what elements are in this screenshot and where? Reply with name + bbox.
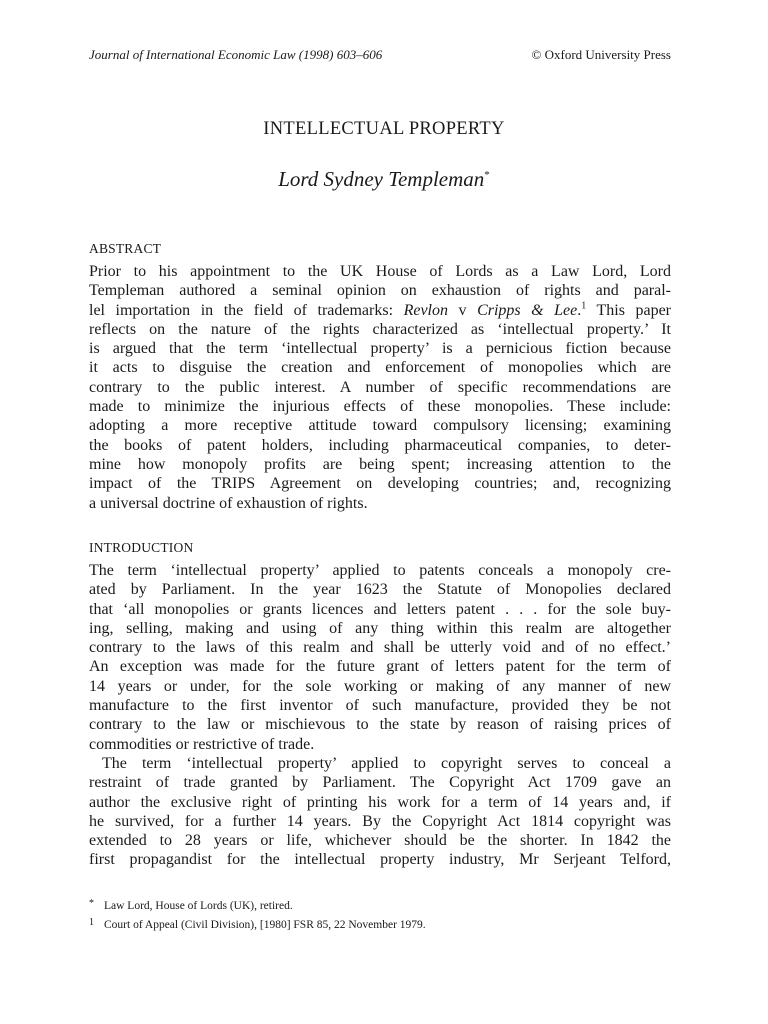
abstract-line: reflects on the nature of the rights characterized as ‘intellectual property.’ It (89, 320, 671, 338)
case-period: . (577, 301, 582, 319)
footnote-text: Court of Appeal (Civil Division), [1980] FSR 85, 22 November 1979. (104, 919, 426, 931)
introduction-body (89, 561, 671, 870)
introduction-line: that ‘all monopolies or grants licences and letters patent . . . for the sole buy- (89, 600, 671, 618)
footnotes (89, 897, 671, 935)
abstract-heading: ABSTRACT (89, 241, 162, 256)
running-head (89, 47, 671, 67)
footnote-mark: * (89, 898, 94, 909)
abstract-body (89, 262, 671, 513)
introduction-line: extended to 28 years or life, whichever should be the shorter. In 1842 the (89, 832, 671, 850)
abstract-line: the books of patent holders, including pharmaceutical companies, to deter- (89, 436, 671, 454)
footnote-mark: 1 (89, 917, 94, 928)
introduction-line: manufacture to the first inventor of such manufacture, provided they be not (89, 697, 671, 715)
case-name-revlon: Revlon (403, 301, 448, 319)
introduction-line: An exception was made for the future grant of letters patent for the term of (89, 658, 671, 676)
introduction-line: 14 years or under, for the sole working or making of any manner of new (89, 677, 671, 695)
abstract-line: impact of the TRIPS Agreement on developing countries; and, recognizing (89, 475, 671, 493)
case-versus: v (447, 301, 478, 319)
introduction-line: The term ‘intellectual property’ applied to patents conceals a monopoly cre- (89, 562, 671, 579)
introduction-heading: INTRODUCTION (89, 540, 194, 555)
footnote-author (89, 897, 671, 916)
abstract-line: mine how monopoly profits are being spent; increasing attention to the (89, 455, 671, 473)
article-author (0, 167, 768, 192)
introduction-line: commodities or restrictive of trade. (89, 735, 315, 753)
introduction-line: ated by Parliament. In the year 1623 the Statute of Monopolies declared (89, 581, 671, 599)
abstract-line: Templeman authored a seminal opinion on exhaustion of rights and paral- (89, 282, 671, 300)
author-name: Lord Sydney Templeman (278, 167, 485, 191)
footnote-1 (89, 916, 671, 935)
abstract-line: adopting a more receptive attitude toward compulsory licensing; examining (89, 417, 671, 435)
abstract-line: is argued that the term ‘intellectual property’ is a pernicious fiction because (89, 340, 671, 358)
case-name-cripps-lee: Cripps & Lee (477, 301, 578, 319)
abstract-line-text: lel importation in the field of trademarks: (89, 301, 404, 319)
introduction-line: restraint of trade granted by Parliament. The Copyright Act 1709 gave an (89, 774, 671, 792)
abstract-line-text: This paper (586, 301, 671, 319)
abstract-line: a universal doctrine of exhaustion of rights. (89, 494, 368, 512)
abstract-line: made to minimize the injurious effects of these monopolies. These include: (89, 398, 671, 416)
footnote-ref-1: 1 (581, 300, 587, 312)
article-title: INTELLECTUAL PROPERTY (263, 119, 505, 139)
abstract-line: Prior to his appointment to the UK House of Lords as a Law Lord, Lord (89, 263, 671, 280)
footnote-text: Law Lord, House of Lords (UK), retired. (104, 900, 293, 912)
introduction-line: contrary to the laws of this realm and shall be utterly void and of no effect.’ (89, 639, 671, 657)
abstract-line: it acts to disguise the creation and enforcement of monopolies which are (89, 359, 671, 377)
introduction-line: author the exclusive right of printing his work for a term of 14 years and, if (89, 793, 671, 811)
abstract-line: contrary to the public interest. A number of specific recommendations are (89, 378, 671, 396)
abstract-line (89, 301, 671, 320)
introduction-line: he survived, for a further 14 years. By the Copyright Act 1814 copyright was (89, 812, 671, 830)
introduction-line: first propagandist for the intellectual property industry, Mr Serjeant Telford, (89, 851, 671, 869)
journal-citation: Journal of International Economic Law (1998) 603–606 (89, 47, 383, 62)
introduction-line: The term ‘intellectual property’ applied to copyright serves to conceal a (102, 754, 671, 772)
introduction-line: contrary to the law or mischievous to the state by reason of raising prices of (89, 716, 671, 734)
introduction-line: ing, selling, making and using of any thing within this realm are altogether (89, 619, 671, 637)
publisher-notice: © Oxford University Press (531, 47, 671, 62)
author-footnote-marker: * (484, 169, 490, 181)
